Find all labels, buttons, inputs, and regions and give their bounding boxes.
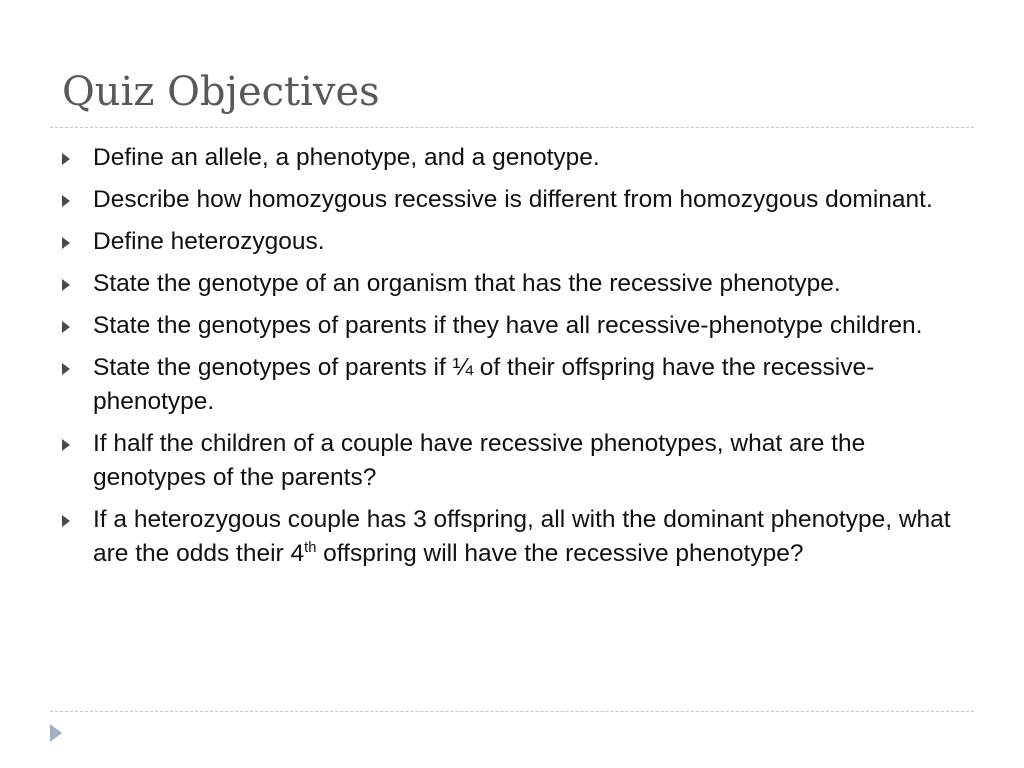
footer-divider xyxy=(50,711,974,712)
list-item-text: Define heterozygous. xyxy=(93,228,325,255)
triangle-right-icon xyxy=(62,195,70,207)
play-triangle-icon[interactable] xyxy=(50,724,62,742)
triangle-right-icon xyxy=(62,363,70,375)
objectives-list xyxy=(62,141,962,579)
list-item xyxy=(62,309,962,343)
list-item xyxy=(62,351,962,419)
triangle-right-icon xyxy=(62,279,70,291)
list-item xyxy=(62,183,962,217)
list-item xyxy=(62,141,962,175)
list-item-text: State the genotypes of parents if they have all recessive-phenotype children. xyxy=(93,312,923,339)
slide-title: Quiz Objectives xyxy=(62,69,380,115)
title-divider xyxy=(50,127,974,128)
list-item-text: Describe how homozygous recessive is different from homozygous dominant. xyxy=(93,186,933,213)
list-item-text: State the genotypes of parents if ¼ of their offspring have the recessive-phenotype. xyxy=(93,354,875,415)
list-item-text: Define an allele, a phenotype, and a genotype. xyxy=(93,144,600,171)
triangle-right-icon xyxy=(62,153,70,165)
list-item xyxy=(62,427,962,495)
list-item-text: If half the children of a couple have recessive phenotypes, what are the genotypes of the parents? xyxy=(93,430,866,491)
triangle-right-icon xyxy=(62,237,70,249)
list-item-text: State the genotype of an organism that has the recessive phenotype. xyxy=(93,270,841,297)
triangle-right-icon xyxy=(62,515,70,527)
list-item-text xyxy=(93,506,951,567)
triangle-right-icon xyxy=(62,439,70,451)
superscript-ordinal: th xyxy=(304,539,317,556)
list-item xyxy=(62,503,962,571)
list-item xyxy=(62,225,962,259)
triangle-right-icon xyxy=(62,321,70,333)
list-item-text-part: If a heterozygous couple has 3 offspring, all with the dominant phenotype, what are the odds their 4 xyxy=(93,506,951,567)
list-item xyxy=(62,267,962,301)
list-item-text-part: offspring will have the recessive phenotype? xyxy=(316,540,804,567)
